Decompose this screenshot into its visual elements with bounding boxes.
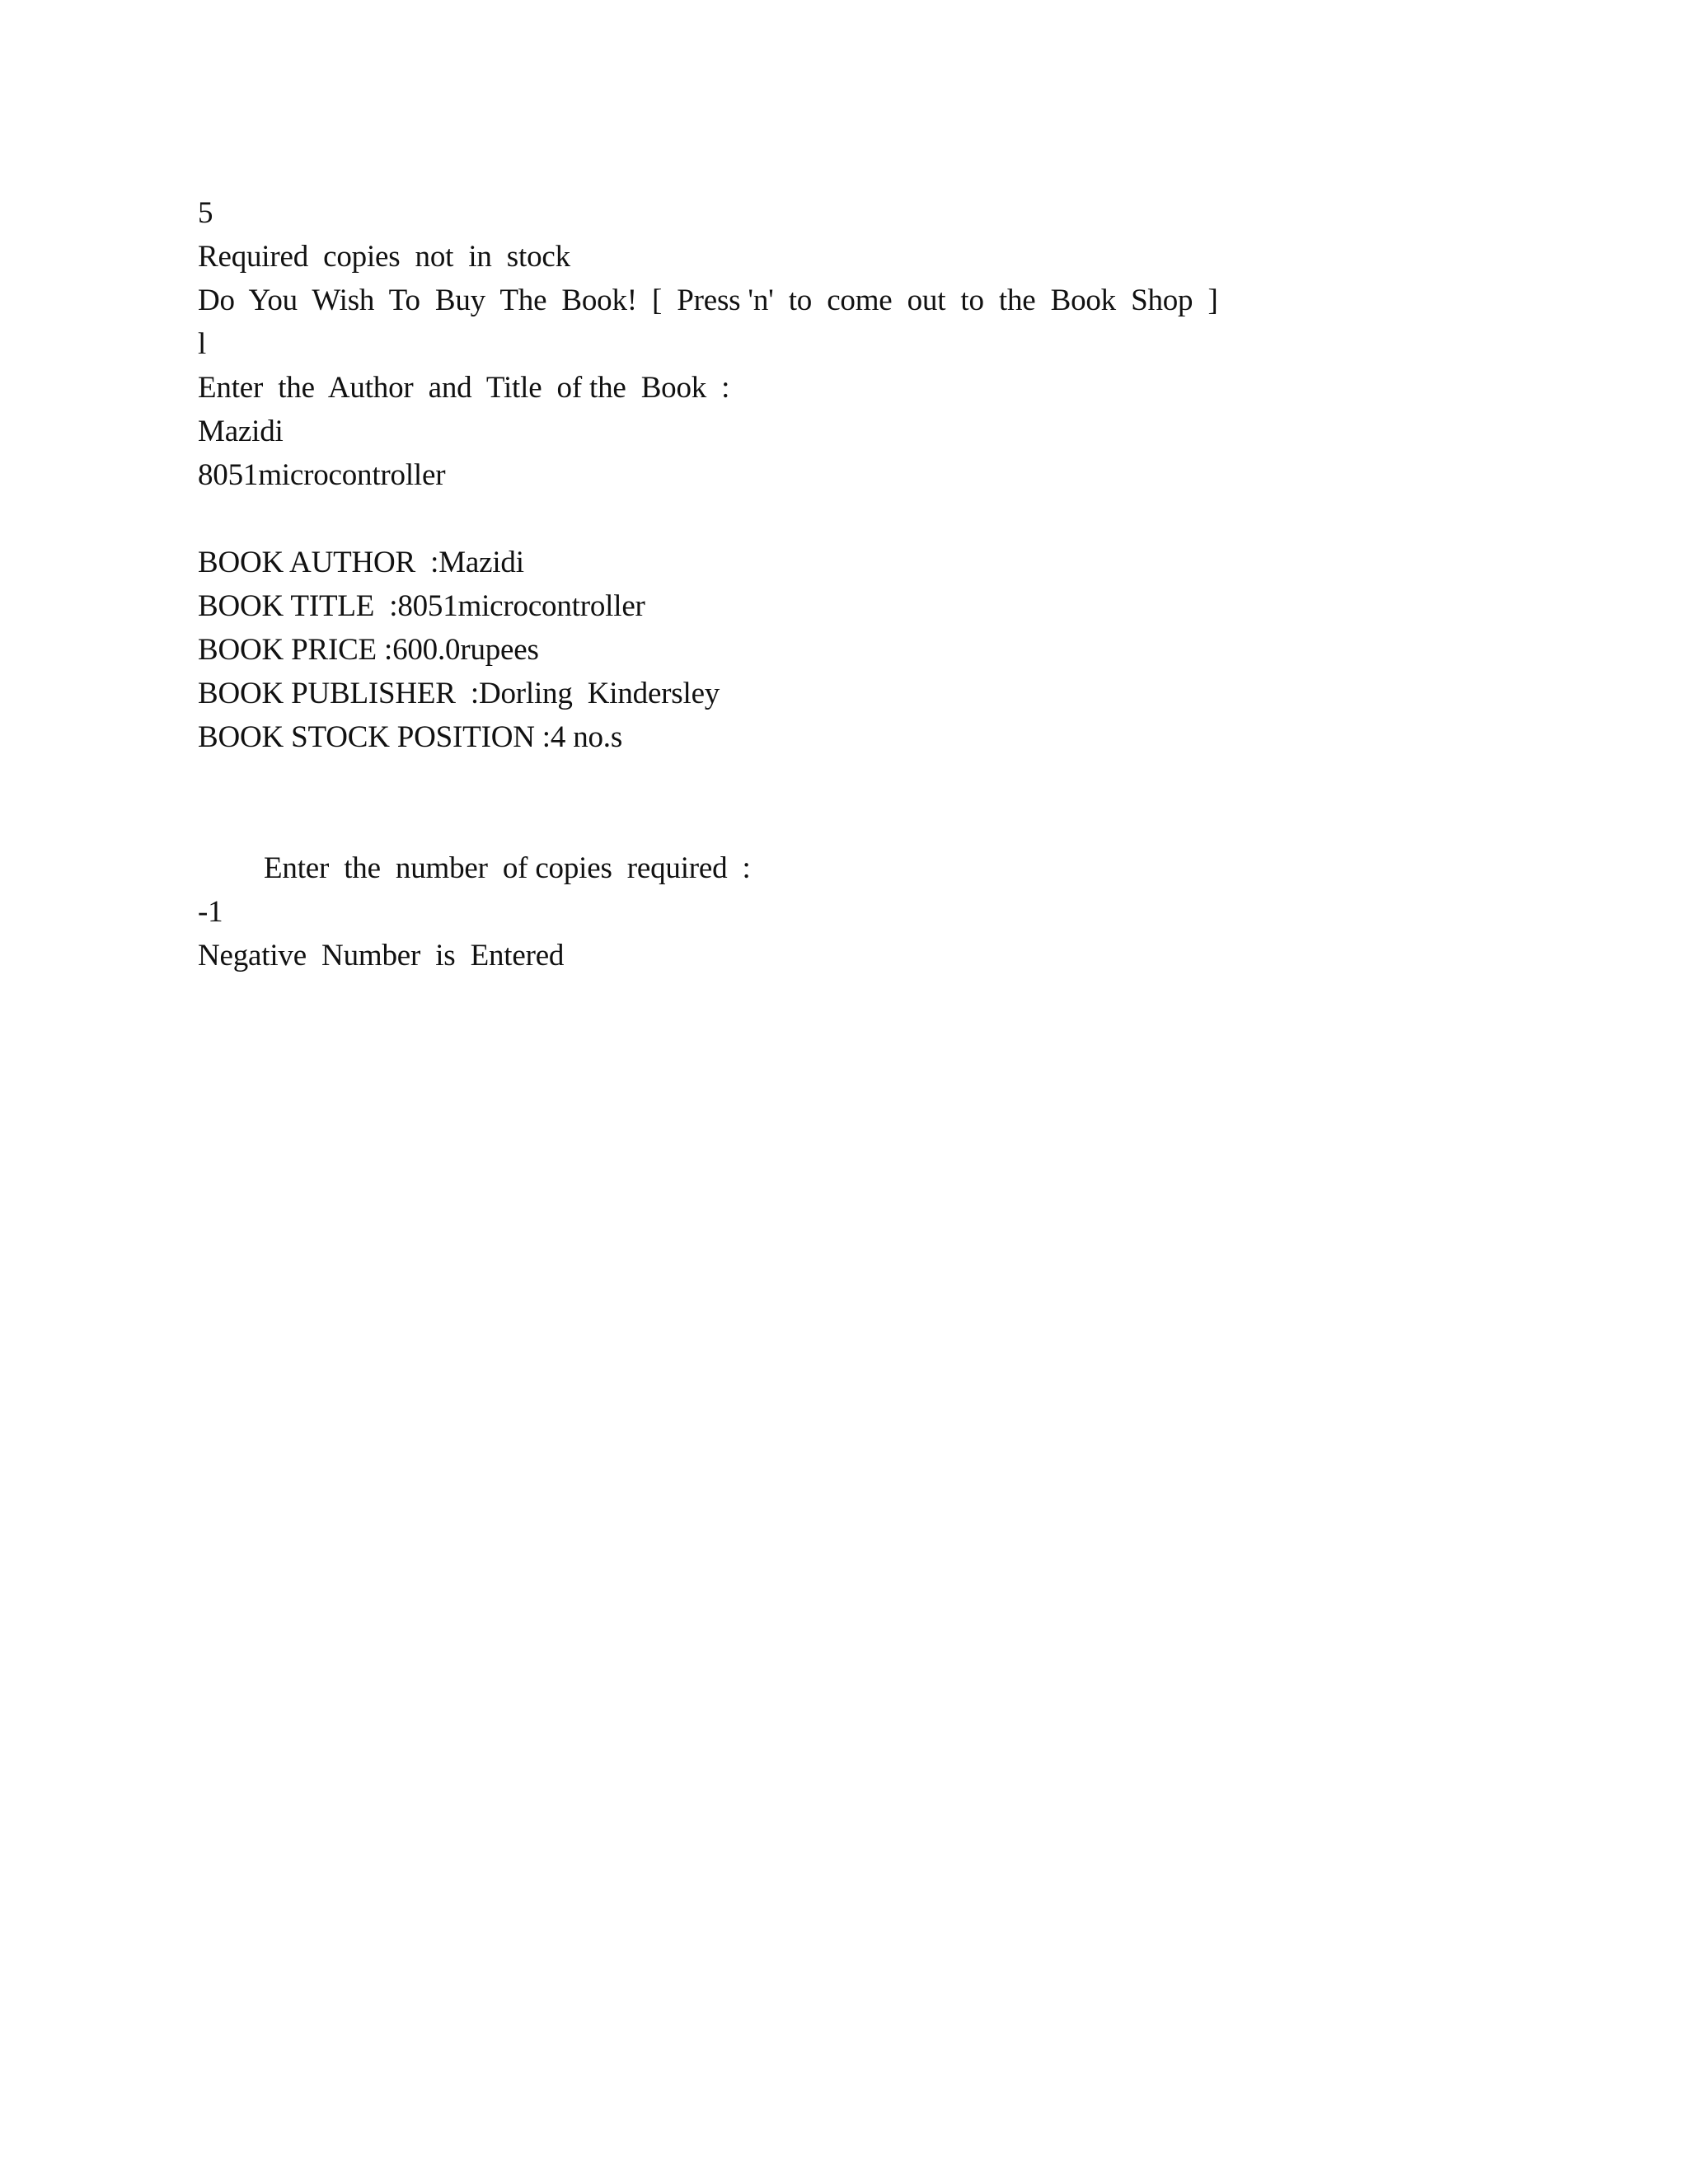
console-output — [198, 191, 1517, 977]
author-input: Mazidi — [198, 415, 284, 448]
copies-input-value: 5 — [198, 196, 213, 230]
title-input: 8051microcontroller — [198, 458, 446, 492]
buy-book-prompt: Do You Wish To Buy The Book! [ Press 'n' to come out to the Book Shop ] — [198, 284, 1218, 317]
book-author-line: BOOK AUTHOR :Mazidi — [198, 546, 524, 579]
not-in-stock-message: Required copies not in stock — [198, 240, 570, 274]
negative-number-error: Negative Number is Entered — [198, 939, 565, 972]
author-title-prompt: Enter the Author and Title of the Book : — [198, 371, 730, 405]
book-title-line: BOOK TITLE :8051microcontroller — [198, 589, 645, 623]
blank-line — [198, 497, 1517, 541]
buy-book-input: l — [198, 327, 207, 361]
blank-gap — [198, 759, 1517, 846]
book-publisher-line: BOOK PUBLISHER :Dorling Kindersley — [198, 677, 720, 710]
copies-input-value-2: -1 — [198, 895, 223, 929]
book-stock-line: BOOK STOCK POSITION :4 no.s — [198, 720, 623, 754]
copies-required-prompt: Enter the number of copies required : — [264, 851, 751, 885]
book-price-line: BOOK PRICE :600.0rupees — [198, 633, 539, 667]
